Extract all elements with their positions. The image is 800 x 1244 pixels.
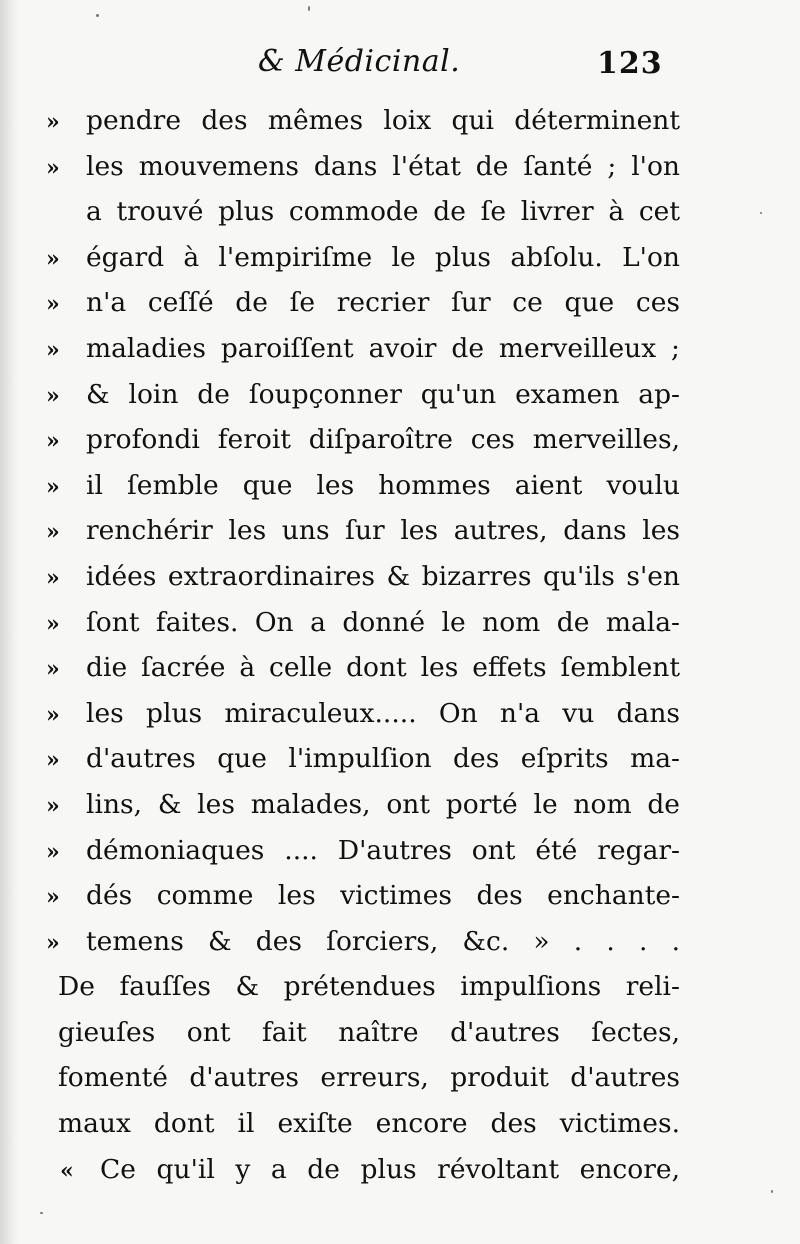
- text-line: [42, 873, 682, 919]
- line-text: maladies paroiſſent avoir de merveilleux ;: [86, 332, 680, 364]
- quote-mark: »: [46, 245, 58, 272]
- line-text: ſont faites. On a donné le nom de mala-: [86, 606, 680, 638]
- text-line: [42, 1147, 682, 1193]
- quote-mark: »: [46, 747, 58, 774]
- text-line: [42, 964, 682, 1010]
- text-line: [42, 736, 682, 782]
- line-text: renchérir les uns ſur les autres, dans les: [86, 515, 680, 547]
- line-text: maux dont il exiſte encore des victimes.: [58, 1108, 680, 1140]
- quote-mark: »: [46, 701, 58, 728]
- paper-speck: [308, 6, 310, 11]
- page-number: 123: [597, 46, 663, 81]
- text-line: [42, 554, 682, 600]
- paper-speck: [760, 212, 762, 214]
- quote-mark: »: [46, 382, 58, 409]
- line-text: démoniaques .... D'autres ont été regar-: [86, 834, 680, 866]
- line-text: pendre des mêmes loix qui déterminent: [86, 105, 680, 136]
- quote-mark: »: [46, 792, 58, 819]
- page-header: [0, 40, 800, 90]
- line-text: les mouvemens dans l'état de ſanté ; l'on: [86, 150, 680, 182]
- text-line: [42, 919, 682, 965]
- text-line: [42, 144, 682, 190]
- line-text: & loin de ſoupçonner qu'un examen ap-: [86, 378, 680, 410]
- quote-mark: »: [46, 428, 58, 455]
- line-text: il ſemble que les hommes aient voulu: [86, 469, 680, 501]
- text-line: [42, 372, 682, 418]
- text-line: [42, 600, 682, 646]
- text-line: [42, 280, 682, 326]
- line-text: profondi feroit diſparoître ces merveilles,: [86, 424, 680, 456]
- line-text: Ce qu'il y a de plus révoltant encore,: [100, 1153, 680, 1185]
- text-line: [42, 417, 682, 463]
- quote-mark: »: [46, 929, 58, 956]
- line-text: fomenté d'autres erreurs, produit d'autres: [58, 1062, 680, 1094]
- quote-mark: »: [46, 610, 58, 637]
- page-edge-shadow: [0, 0, 18, 1244]
- quote-mark: »: [46, 564, 58, 591]
- text-line: [42, 235, 682, 281]
- quote-mark: «: [60, 1157, 72, 1184]
- paper-speck: [771, 1190, 773, 1193]
- text-line: [42, 1101, 682, 1147]
- paper-speck: [96, 14, 99, 17]
- quote-mark: »: [46, 838, 58, 865]
- quote-mark: »: [46, 519, 58, 546]
- text-line: [42, 463, 682, 509]
- quote-mark: »: [46, 154, 58, 181]
- text-line: [42, 645, 682, 691]
- line-text: égard à l'empiriſme le plus abſolu. L'on: [86, 241, 680, 273]
- line-text: a trouvé plus commode de ſe livrer à cet: [86, 196, 680, 228]
- running-head: & Médicinal.: [258, 44, 461, 79]
- text-line: [42, 98, 682, 144]
- line-text: d'autres que l'impulſion des eſprits ma-: [86, 743, 680, 775]
- text-line: [42, 691, 682, 737]
- quote-mark: »: [46, 291, 58, 318]
- quote-mark: »: [46, 473, 58, 500]
- quote-mark: »: [46, 656, 58, 683]
- line-text: die ſacrée à celle dont les effets ſemblent: [86, 652, 680, 684]
- line-text: n'a ceſſé de ſe recrier ſur ce que ces: [86, 287, 680, 319]
- text-line: [42, 1010, 682, 1056]
- line-text: idées extraordinaires & bizarres qu'ils s'en: [86, 560, 680, 592]
- line-text: temens & des ſorciers, &c. » . . . .: [86, 925, 680, 957]
- line-text: les plus miraculeux..... On n'a vu dans: [86, 697, 680, 729]
- line-text: gieuſes ont fait naître d'autres ſectes,: [58, 1016, 680, 1048]
- paper-speck: [40, 1212, 43, 1214]
- text-line: [42, 782, 682, 828]
- text-line: [42, 828, 682, 874]
- text-line: [42, 326, 682, 372]
- quote-mark: »: [46, 884, 58, 911]
- text-line: [42, 1055, 682, 1101]
- body-text: [42, 98, 682, 1192]
- line-text: dés comme les victimes des enchante-: [86, 880, 680, 912]
- line-text: lins, & les malades, ont porté le nom de: [86, 788, 680, 820]
- text-line: [42, 189, 682, 235]
- quote-mark: »: [46, 109, 58, 135]
- line-text: De fauſſes & prétendues impulſions reli-: [58, 971, 680, 1003]
- text-line: [42, 508, 682, 554]
- quote-mark: »: [46, 336, 58, 363]
